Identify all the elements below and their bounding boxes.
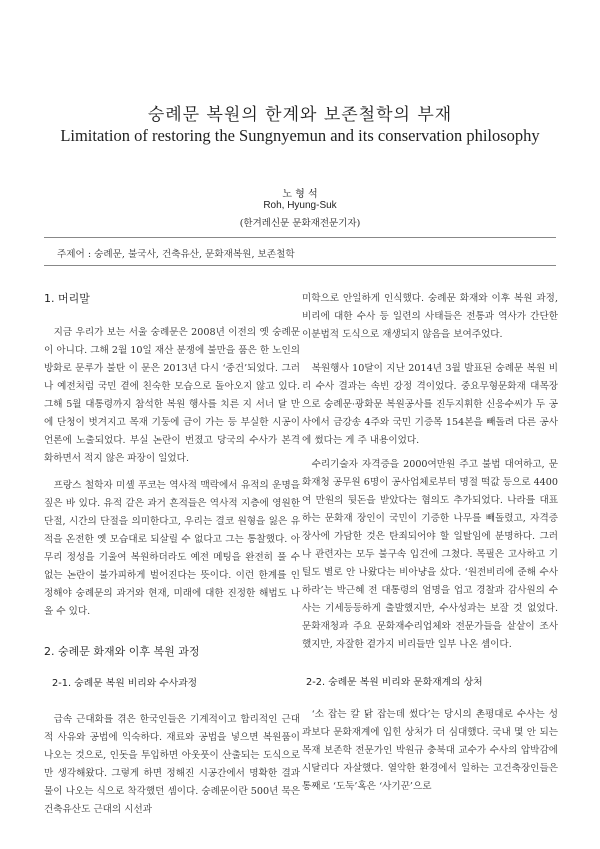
keywords-line: 주제어 : 숭례문, 불국사, 건축유산, 문화재복원, 보존철학 bbox=[57, 249, 295, 260]
paragraph: 수리기술자 자격증을 2000여만원 주고 불법 대여하고, 문화재청 공무원 6명이 공사업체로부터 명절 떡값 등으로 4400여 만원의 뒷돈을 받았다는 혐의도 추가되었다. 나라를 대표하는 문화재 장인이 국민이 기증한 나무를 빼돌렸고, 자격증 장사에 가담한 것은 탄죄되어야 할 일탈임에 분명하다. 그러나 관련자는 모두 불구속 입건에 그쳤다. 목필은 고사하고 기틸도 별로 안 나왔다는 비아냥을 샀다. ‘원전비리에 준해 수사하라’는 박근혜 전 대통령의 엄명을 업고 경찰과 감사원의 수사는 기세등등하게 출발했지만, 수사성과는 보잘 것 없었다. 문화재청과 주요 문화재수리업체와 전문가들을 샅샅이 조사했지만, 자잘한 곁가지 비리들만 일부 나온 셈이다. bbox=[302, 459, 558, 650]
paragraph: 프랑스 철학자 미셸 푸코는 역사적 맥락에서 유적의 운명을 짚은 바 있다. 유적 같은 과거 흔적들은 역사적 지층에 영원한 단절, 시간의 단절을 의미한다고, 우리는 결코 원형을 잃은 유적을 온전한 옛 모습대로 되살릴 수 없다고 그는 통찰했다. 아무리 정성을 기울여 복원하더라도 예전 메팅을 완전히 풀 수 없는 논란이 불가피하게 벌어진다는 뜻이다. 이런 한계를 인정해야 숭례문의 과거와 현재, 미래에 대한 진정한 해법도 나올 수 있다. bbox=[44, 480, 300, 617]
keywords-top-rule bbox=[44, 237, 556, 238]
title-english: Limitation of restoring the Sungnyemun and its conservation philosophy bbox=[60, 126, 540, 145]
title-korean: 숭례문 복원의 한계와 보존철학의 부재 bbox=[147, 105, 453, 125]
author-english: Roh, Hyung-Suk bbox=[263, 200, 337, 211]
left-column bbox=[44, 280, 300, 819]
section-heading-fire: 2. 숭례문 화재와 이후 복원 과정 bbox=[44, 645, 200, 658]
subsection-heading-corruption: 2-1. 숭례문 복원 비리와 수사과정 bbox=[52, 678, 198, 689]
author-affiliation: (한겨레신문 문화재전문기자) bbox=[239, 218, 361, 229]
keywords-bottom-rule bbox=[44, 265, 556, 266]
section-heading-intro: 1. 머리말 bbox=[44, 292, 90, 305]
paragraph: 지금 우리가 보는 서울 숭례문은 2008년 이전의 옛 숭례문이 아니다. 그해 2월 10일 재산 분쟁에 불만을 품은 한 노인의 방화로 문루가 불탄 이 문은 2013년 다시 ‘중건’되었다. 그러나 예전처럼 국민 곁에 친숙한 모습으로 돌아오지 않고 있다. 그해 5월 대통령까지 참석한 복원 행사를 치른 지 서너 달 만에 단청이 벗겨지고 목재 기둥에 금이 가는 등 부실한 시공이 언론에 노출되었다. 부실 논란이 번졌고 당국의 수사가 본격화하면서 적지 않은 파장이 일었다. bbox=[44, 327, 300, 464]
subsection-heading-wounds: 2-2. 숭례문 복원 비리와 문화재계의 상처 bbox=[306, 677, 483, 688]
paragraph: 복원행사 10달이 지난 2014년 3월 발표된 숭례문 복원 비리 수사 결과는 속빈 강정 격이었다. 중요무형문화재 대목장으로 숭례문·광화문 복원공사를 진두지휘한 신응수씨가 두 공사에서 금강송 4주와 국민 기증목 154본을 빼돌려 다른 공사에 썼다는 게 주 내용이었다. bbox=[302, 363, 558, 446]
paragraph: ‘소 잡는 칼 닭 잡는데 썼다’는 당시의 촌평대로 수사는 성과보다 문화재계에 입힌 상처가 더 심대했다. 국내 몇 안 되는 목재 보존학 전문가인 박원규 충북대 교수가 수사의 압박감에 시달리다 자살했다. 열악한 환경에서 일하는 고건축장인들은 통째로 ‘도둑’혹은 ‘사기꾼’으로 bbox=[302, 709, 558, 792]
paragraph: 급속 근대화를 겪은 한국인들은 기계적이고 합리적인 근대적 사유와 공법에 익숙하다. 재료와 공법을 넣으면 복원품이 나오는 것으로, 인돗을 투입하면 아웃풋이 산출되는 도식으로만 생각해왔다. 그렇게 하면 정해진 시공간에서 명확한 결과물이 나오는 식으로 착각했던 셈이다. 숭례문이란 500년 묵은 건축유산도 근대의 시선과 bbox=[44, 714, 300, 815]
right-column bbox=[302, 290, 558, 796]
author-korean: 노 형 석 bbox=[282, 189, 318, 200]
paragraph: 미학으로 안일하게 인식했다. 숭례문 화재와 이후 복원 과정, 비리에 대한 수사 등 일련의 사태들은 전통과 역사가 간단한 이분법적 도식으로 재생되지 않음을 보여주었다. bbox=[302, 293, 558, 340]
